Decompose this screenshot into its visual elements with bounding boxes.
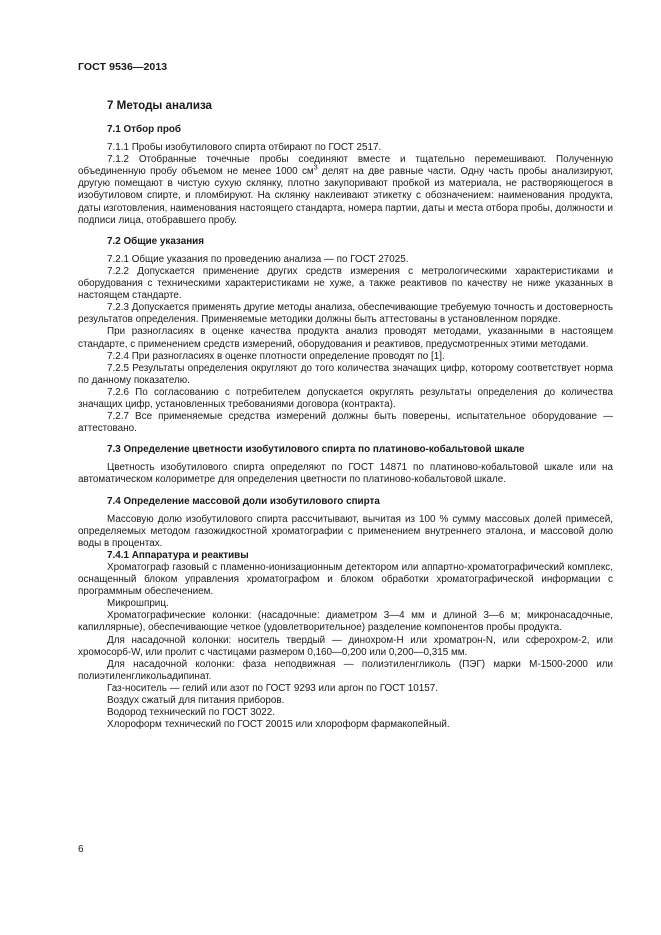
paragraph-hydrogen: Водород технический по ГОСТ 3022. [107,707,275,719]
subsection-7-1-title: 7.1 Отбор проб [107,124,182,135]
paragraph-7-1-1: 7.1.1 Пробы изобутилового спирта отбирают по ГОСТ 2517. [107,142,382,154]
paragraph-7-2-3: 7.2.3 Допускается применять другие методы анализа, обеспечивающие требуемую точность и достоверность результатов определения. Применяемые методики должны быть аттестованы в установленном порядке. [78,302,613,326]
paragraph-compressed-air: Воздух сжатый для питания приборов. [107,695,285,707]
subsection-7-4-1-title: 7.4.1 Аппаратура и реактивы [107,549,249,561]
subsection-7-3-title: 7.3 Определение цветности изобутилового спирта по платиново-кобальтовой шкале [107,444,525,456]
paragraph-7-2-3-note: При разногласиях в оценке качества продукта анализ проводят методами, указанными в настоящем стандарте, с применением средств измерений, оборудования и реактивов, предусмотренных этими методами. [78,326,613,350]
document-body [78,90,613,731]
paragraph-columns: Хроматографические колонки: (насадочные: диаметром 3—4 мм и длиной 3—6 м; микронасадочные, капиллярные), обеспечивающие четкое (удовлетворительное) разделение компонентов пробы продукта. [78,610,613,634]
paragraph-7-2-4: 7.2.4 При разногласиях в оценке плотности определение проводят по [1]. [107,350,445,362]
paragraph-7-4: Массовую долю изобутилового спирта рассчитывают, вычитая из 100 % сумму массовых долей примесей, определяемых методом газожидкостной хроматографии с применением внутреннего эталона, и массовой долю воды в процентах. [78,513,613,549]
page-number: 6 [78,844,84,855]
paragraph-7-2-5: 7.2.5 Результаты определения округляют до того количества значащих цифр, которому соответствует норма по данному показателю. [78,362,613,386]
section-7-title: 7 Методы анализа [107,99,213,112]
paragraph-carrier-gas: Газ-носитель — гелий или азот по ГОСТ 9293 или аргон по ГОСТ 10157. [107,682,438,694]
paragraph-7-1-2-part-b: делят на две равные части. Одну часть пробы анализируют, другую помещают в чистую сухую склянку, плотно закупоривают пробкой из материала, не растворяющегося в изобутиловом спирте, и пломбируют. На склянку наклеивают этикетку с обозначением: наименования продукта, даты изготовления, наименования настоящего стандарта, номера партии, даты и места отбора пробы, должности и подписи лица, отобравшего пробу. [78,166,613,226]
paragraph-7-2-6: 7.2.6 По согласованию с потребителем допускается округлять результаты определения до количества значащих цифр, установленных требованиями договора (контракта). [78,386,613,410]
subsection-7-4-title: 7.4 Определение массовой доли изобутилового спирта [107,495,380,507]
paragraph-7-2-1: 7.2.1 Общие указания по проведению анализа — по ГОСТ 27025. [107,253,409,265]
paragraph-solid-carrier: Для насадочной колонки: носитель твердый — динохром-Н или хроматрон-N, или сферохром-2, или хромосорб-W, или пролит с частицами размером 0,160—0,200 или 0,200—0,315 мм. [78,634,613,658]
subsection-7-2-title: 7.2 Общие указания [107,235,205,247]
paragraph-chromatograph: Хроматограф газовый с пламенно-ионизационным детектором или аппартно-хроматографический комплекс, оснащенный блоком управления хроматографом и блоком обработки хроматографической информации с программным обеспечением. [78,562,613,598]
standard-header: ГОСТ 9536—2013 [78,61,168,73]
paragraph-7-1-2 [78,154,613,227]
paragraph-microsyringe: Микрошприц. [107,598,169,610]
paragraph-chloroform: Хлороформ технический по ГОСТ 20015 или хлороформ фармакопейный. [107,719,450,731]
paragraph-stationary-phase: Для насадочной колонки: фаза неподвижная — полиэтиленгликоль (ПЭГ) марки М-1500-2000 или полиэтиленгликольадипинат. [78,658,613,682]
paragraph-7-1-2-part-a: 7.1.2 Отобранные точечные пробы соединяют вместе и тщательно перемешивают. Полученную объединенную пробу объемом не менее 1000 см [78,154,613,178]
cubic-superscript: 3 [313,164,318,172]
paragraph-7-3: Цветность изобутилового спирта определяют по ГОСТ 14871 по платиново-кобальтовой шкале или на автоматическом колориметре для определения цветности по платиново-кобальтовой шкале. [78,462,613,486]
paragraph-7-2-7: 7.2.7 Все применяемые средства измерений должны быть поверены, испытательное оборудование — аттестовано. [78,411,613,435]
paragraph-7-2-2: 7.2.2 Допускается применение других средств измерения с метрологическими характеристиками и оборудования с техническими характеристиками не хуже, а также реактивов по качеству не ниже указанных в настоящем стандарте. [78,265,613,302]
